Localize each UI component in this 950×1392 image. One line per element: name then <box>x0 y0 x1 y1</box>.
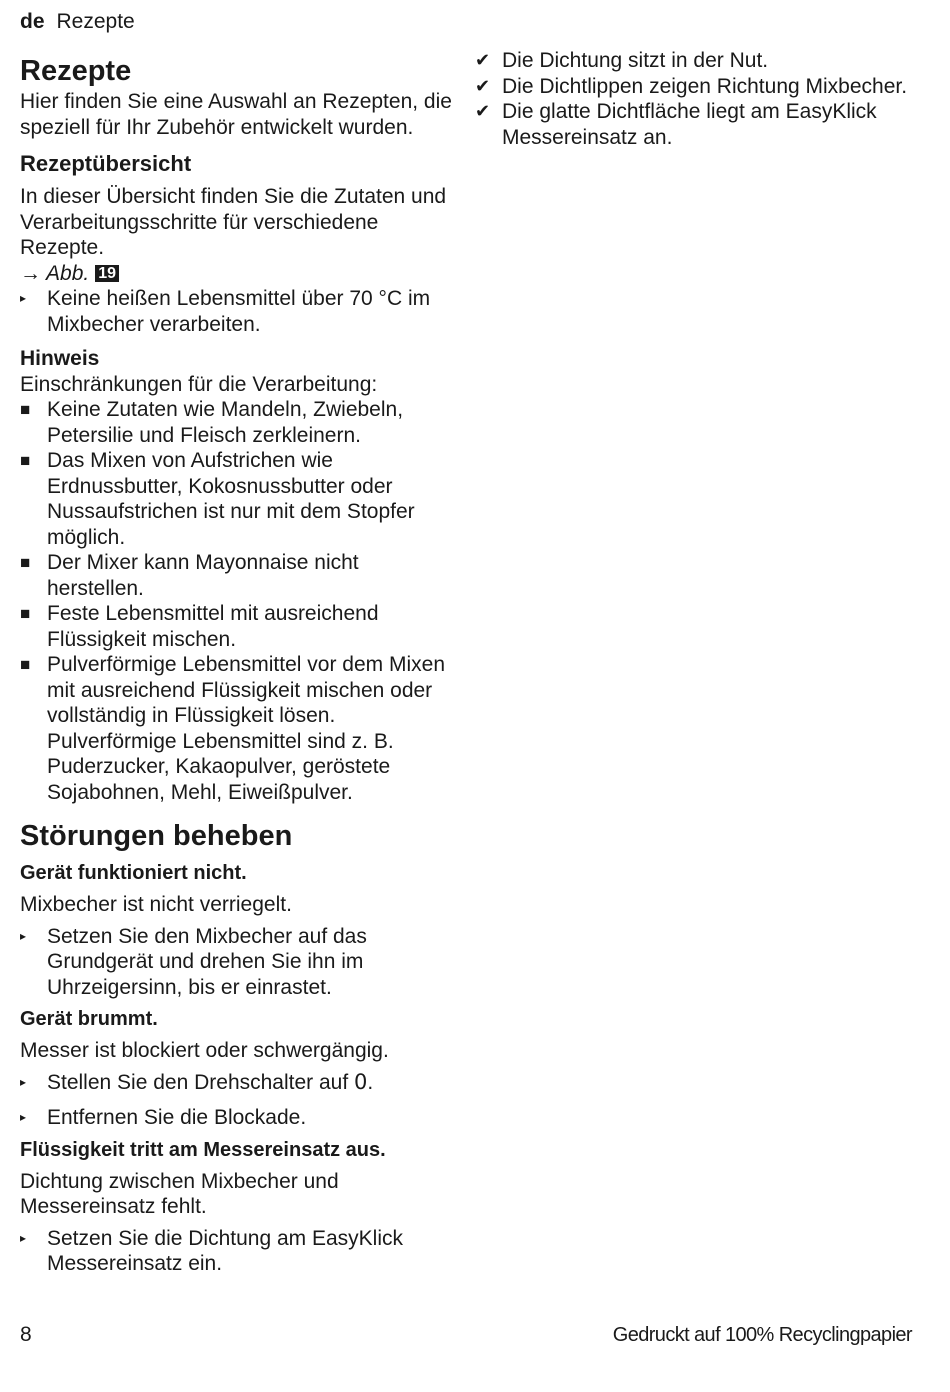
list-item <box>20 601 460 652</box>
note-item-text: Der Mixer kann Mayonnaise nicht herstellen. <box>47 551 359 600</box>
step-text-part: . <box>367 1070 374 1094</box>
fault-step <box>20 1226 460 1277</box>
page-number: 8 <box>20 1323 32 1346</box>
square-bullet-icon: ■ <box>20 400 31 419</box>
warning-step <box>20 286 460 337</box>
overview-heading: Rezeptübersicht <box>20 151 192 176</box>
list-item <box>20 550 460 601</box>
fault-step <box>20 924 460 1001</box>
figure-number-badge: 19 <box>95 265 119 282</box>
square-bullet-icon: ■ <box>20 553 31 572</box>
fault-step <box>20 1105 460 1131</box>
note-list <box>20 397 460 805</box>
switch-value: 0 <box>354 1069 368 1094</box>
troubleshooting-title: Störungen beheben <box>20 820 293 852</box>
checkmark-icon: ✔ <box>475 75 491 96</box>
fault-heading-not-working: Gerät funktioniert nicht. <box>20 862 247 884</box>
fault-heading-hum: Gerät brummt. <box>20 1008 158 1030</box>
note-item-text: Keine Zutaten wie Mandeln, Zwiebeln, Petersilie und Fleisch zerkleinern. <box>47 398 404 447</box>
left-column <box>20 48 460 1277</box>
check-item <box>475 74 925 100</box>
figure-reference <box>20 261 460 287</box>
check-item-text: Die glatte Dichtfläche liegt am EasyKlick Messereinsatz an. <box>502 100 877 149</box>
fault-cause: Messer ist blockiert oder schwergängig. <box>20 1039 389 1062</box>
arrow-bullet-icon: ▸ <box>20 291 27 305</box>
square-bullet-icon: ■ <box>20 604 31 623</box>
fault-cause: Dichtung zwischen Mixbecher und Messereinsatz fehlt. <box>20 1169 339 1218</box>
list-item <box>20 652 460 805</box>
fault-step <box>20 1070 460 1096</box>
check-item <box>475 99 925 150</box>
arrow-bullet-icon: ▸ <box>20 928 27 943</box>
warning-text: Keine heißen Lebensmittel über 70 °C im Mixbecher verarbeiten. <box>47 287 431 336</box>
recipes-title: Rezepte <box>20 55 132 87</box>
check-item <box>475 48 925 74</box>
list-item <box>20 397 460 448</box>
section-name: Rezepte <box>56 10 135 33</box>
check-item-text: Die Dichtlippen zeigen Richtung Mixbecher. <box>502 74 908 98</box>
fault-heading-leak: Flüssigkeit tritt am Messereinsatz aus. <box>20 1138 386 1161</box>
note-item-text: Das Mixen von Aufstrichen wie Erdnussbutter, Kokosnussbutter oder Nussaufstrichen ist nur mit dem Stopfer möglich. <box>47 449 415 549</box>
page-header <box>20 9 135 35</box>
recipes-intro: Hier finden Sie eine Auswahl an Rezepten, die speziell für Ihr Zubehör entwickelt wurden. <box>20 90 452 139</box>
right-column <box>475 48 925 150</box>
square-bullet-icon: ■ <box>20 655 31 674</box>
checkmark-icon: ✔ <box>475 101 491 121</box>
fault-step-text: Setzen Sie die Dichtung am EasyKlick Messereinsatz ein. <box>47 1226 404 1275</box>
recycling-note: Gedruckt auf 100% Recyclingpapier <box>612 1324 912 1346</box>
fault-step-text: Entfernen Sie die Blockade. <box>47 1106 307 1129</box>
step-text-part: Stellen Sie den Drehschalter auf <box>47 1070 355 1094</box>
list-item <box>20 448 460 550</box>
overview-text: In dieser Übersicht finden Sie die Zutaten und Verarbeitungsschritte für verschiedene Rezepte. <box>20 185 447 259</box>
fault-cause: Mixbecher ist nicht verriegelt. <box>20 893 292 916</box>
note-label: Hinweis <box>20 347 100 370</box>
figure-reference-text: → Abb. <box>20 261 90 285</box>
arrow-bullet-icon: ▸ <box>20 1230 27 1245</box>
arrow-bullet-icon: ▸ <box>20 1074 27 1089</box>
arrow-bullet-icon: ▸ <box>20 1110 27 1124</box>
note-intro: Einschränkungen für die Verarbeitung: <box>20 372 378 396</box>
checkmark-icon: ✔ <box>475 50 491 70</box>
language-code: de <box>20 10 45 33</box>
note-item-text: Feste Lebensmittel mit ausreichend Flüssigkeit mischen. <box>47 602 379 651</box>
check-item-text: Die Dichtung sitzt in der Nut. <box>502 49 769 72</box>
note-item-text: Pulverförmige Lebensmittel vor dem Mixen mit ausreichend Flüssigkeit mischen oder vollständig in Flüssigkeit lösen. Pulverförmige Lebensmittel sind z. B. Puderzucker, Kakaopulver, geröstete Sojabohnen, Mehl, Eiweißpulver. <box>47 653 445 804</box>
fault-step-text: Setzen Sie den Mixbecher auf das Grundgerät und drehen Sie ihn im Uhrzeigersinn, bis er einrastet. <box>47 924 367 999</box>
square-bullet-icon: ■ <box>20 451 31 470</box>
fault-step-text <box>47 1071 373 1094</box>
